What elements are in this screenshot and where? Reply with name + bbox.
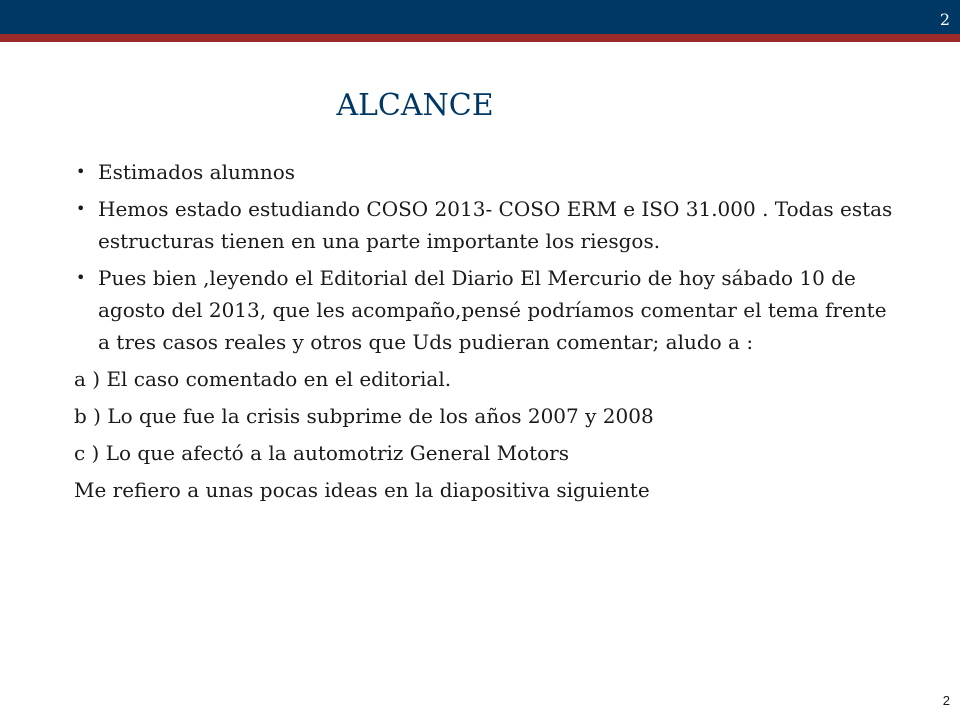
bullet-list [74, 156, 934, 358]
bullet-item [74, 193, 898, 257]
bullet-item [74, 262, 898, 358]
bullet-icon: • [76, 162, 86, 181]
closing-line: Me refiero a unas pocas ideas en la diapositiva siguiente [74, 478, 650, 502]
bullet-text: Pues bien ,leyendo el Editorial del Diario El Mercurio de hoy sábado 10 de agosto del 2013, que les acompaño,pensé podríamos comentar el tema frente a tres casos reales y otros que Uds pudieran comentar; aludo a : [98, 266, 887, 354]
case-line-a: a ) El caso comentado en el editorial. [74, 367, 452, 391]
header-slide-number: 2 [939, 10, 950, 29]
case-line-b: b ) Lo que fue la crisis subprime de los años 2007 y 2008 [74, 404, 654, 428]
slide-content [74, 156, 934, 511]
bullet-icon: • [76, 199, 86, 218]
slide-title: ALCANCE [336, 88, 494, 123]
header-stripe [0, 34, 960, 42]
bullet-icon: • [76, 268, 86, 287]
bullet-text: Estimados alumnos [98, 160, 296, 184]
case-line-c: c ) Lo que afectó a la automotriz General Motors [74, 441, 569, 465]
bullet-text: Hemos estado estudiando COSO 2013- COSO ERM e ISO 31.000 . Todas estas estructuras tienen en una parte importante los riesgos. [98, 197, 893, 253]
bullet-item [74, 156, 934, 188]
footer-slide-number: 2 [942, 693, 950, 708]
case-list [74, 363, 934, 506]
header-bar [0, 0, 960, 34]
